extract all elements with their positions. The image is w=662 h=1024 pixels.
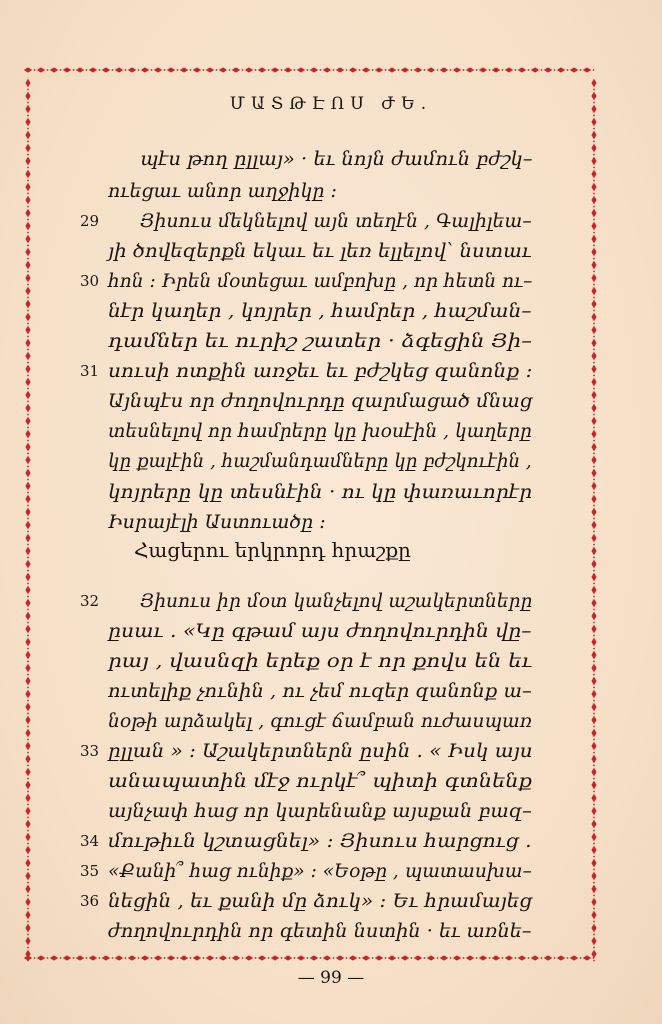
text-line: հոն : Իրեն մօտեցաւ ամբոխը , որ հետն ու– xyxy=(108,270,533,292)
text-line: նօթի արձակել , գուցէ ճամբան ուժասպառ xyxy=(108,710,533,732)
text-line: ուեցաւ անոր աղջիկը : xyxy=(108,180,337,202)
verse-number: 31 xyxy=(80,362,100,380)
text-line: Իսրայէլի Աստուածը : xyxy=(108,511,326,533)
verse-number: 36 xyxy=(80,892,100,910)
text-line: տեսնելով որ համրերը կը խօսէին , կաղերը xyxy=(108,420,532,442)
text-line: կոյրերը կը տեսնէին · ու կը փառաւորէր xyxy=(108,481,533,503)
text-line: անապատին մէջ ուրկէ՞ պիտի գտնենք xyxy=(108,770,532,792)
verse-number: 32 xyxy=(80,592,100,610)
text-line: կը քալէին , հաշմանդամները կը բժշկուէին , xyxy=(108,450,532,472)
text-line: յի ծովեզերքն եկաւ եւ լեռ ելլելով՝ նստաւ xyxy=(108,240,532,262)
text-line: Յիսուս իր մօտ կանչելով աշակերտները xyxy=(140,590,533,612)
text-line: նէր կաղեր , կոյրեր , համրեր , հաշման– xyxy=(108,300,532,322)
text-line: ժողովուրդին որ գետին նստին · եւ առնե– xyxy=(108,920,532,942)
verse-number: 30 xyxy=(80,272,100,290)
text-line: այնչափ հաց որ կարենանք այսքան բազ– xyxy=(108,800,532,822)
verse-number: 29 xyxy=(80,212,100,230)
text-line: դամներ եւ ուրիշ շատեր · ձգեցին Յի– xyxy=(108,330,532,352)
verse-number: 35 xyxy=(80,862,100,880)
text-line: նեցին , եւ քանի մը ձուկ» : Եւ հրամայեց xyxy=(108,890,533,912)
text-line: ըլլան » : Աշակերտներն ըսին . « Իսկ այս xyxy=(108,740,533,762)
text-line: Այնպէս որ ժողովուրդը զարմացած մնաց xyxy=(108,390,533,412)
verse-number: 34 xyxy=(80,832,100,850)
text-line: «Քանի՞ հաց ունիք» : «Եօթը , պատասխա– xyxy=(108,860,532,882)
verse-number: 33 xyxy=(80,742,100,760)
text-line: Յիսուս մեկնելով այն տեղէն , Գալիլեա– xyxy=(140,210,532,232)
running-head: ՄԱՏԹԷՈՍ ԺԵ. xyxy=(229,94,433,114)
text-line: պէս թող ըլլայ» · եւ նոյն ժամուն բժշկ– xyxy=(140,148,533,170)
text-line: ուտելիք չունին , ու չեմ ուզեր զանոնք ա– xyxy=(108,680,532,702)
page-number: — 99 — xyxy=(297,968,365,988)
text-line: մութիւն կշտացնել» : Յիսուս հարցուց . xyxy=(108,830,532,852)
text-line: սուսի ոտքին առջեւ եւ բժշկեց զանոնք : xyxy=(108,360,533,382)
section-heading: Հացերու երկրորդ հրաշքը xyxy=(134,538,411,562)
text-line: րայ , վասնզի երեք օր է որ քովս են եւ xyxy=(108,650,533,672)
text-line: ըսաւ . «Կը գթամ այս ժողովուրդին վը– xyxy=(108,620,532,642)
